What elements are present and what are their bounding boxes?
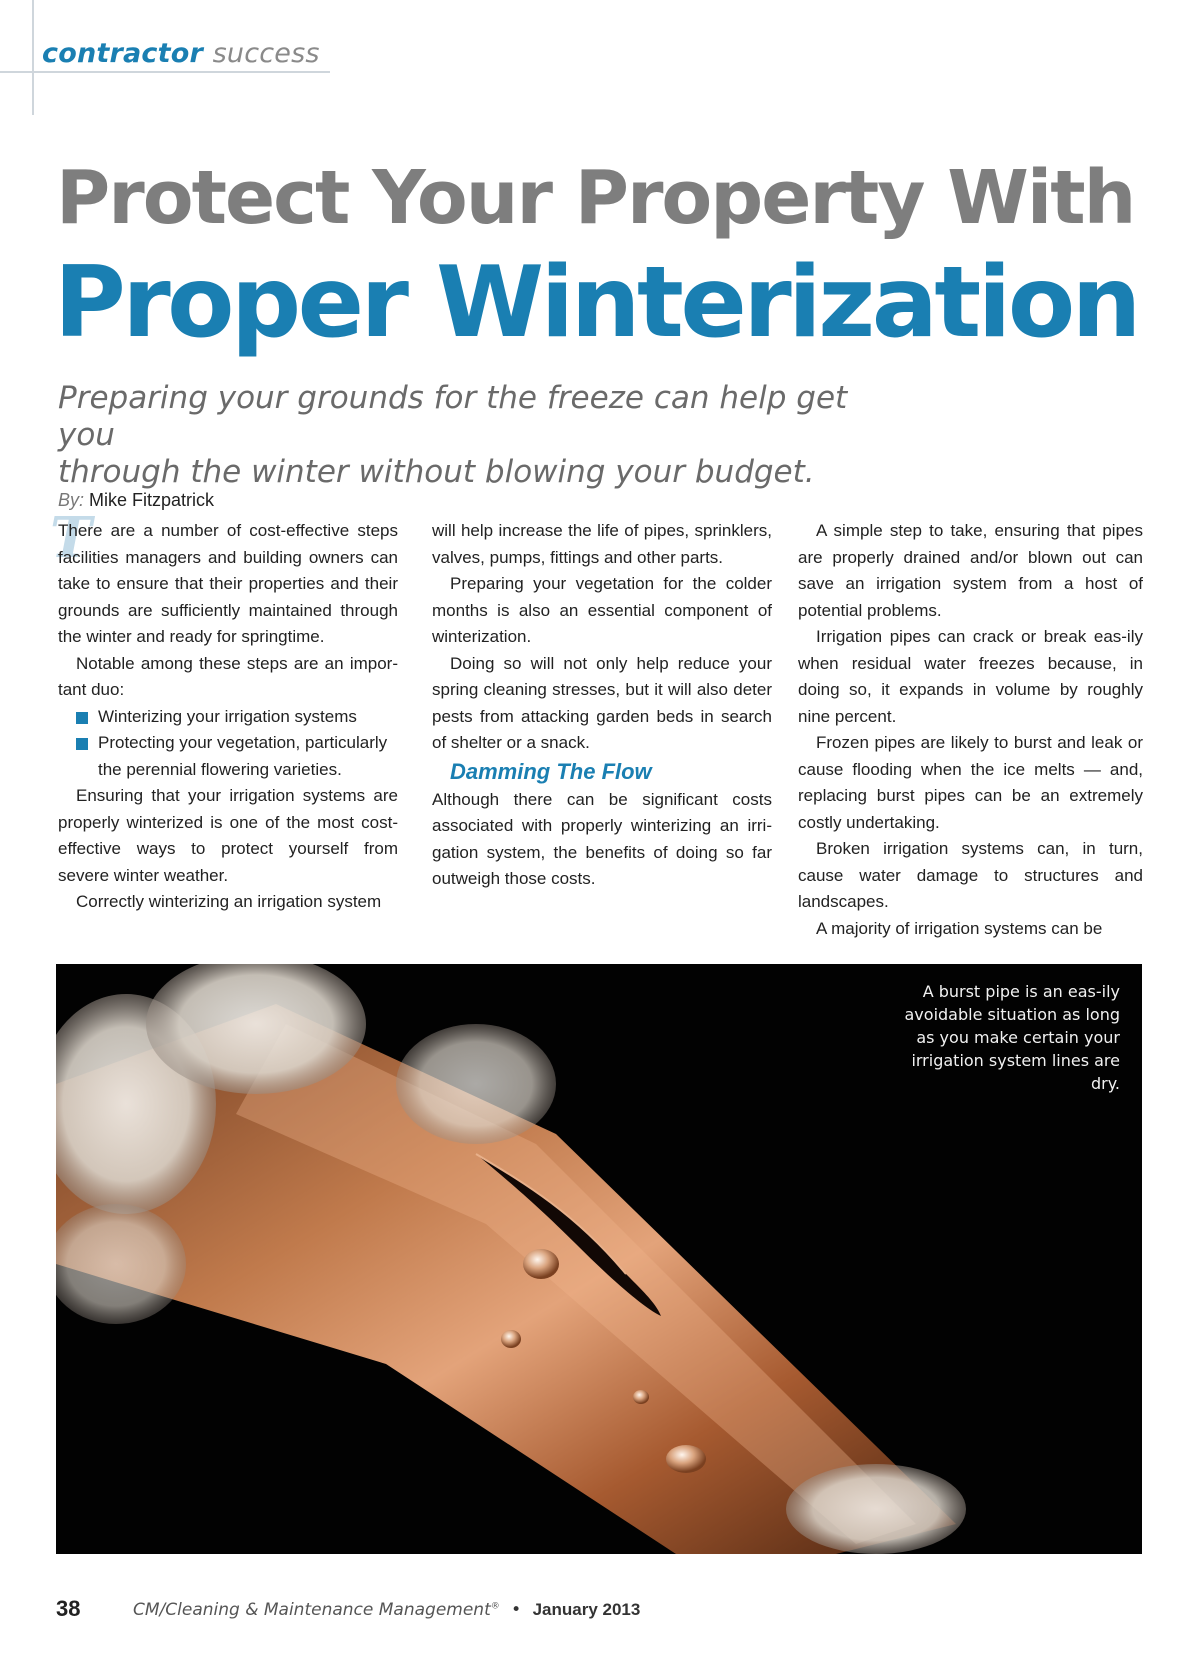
paragraph: There are a number of cost-effective steps facilities managers and building owners can take to ensure that their properties and their grounds are sufficiently maintained through the winter and ready for springtime. — [58, 521, 398, 646]
dropcap: T — [50, 505, 92, 571]
bullet-square-icon — [76, 738, 88, 750]
burst-pipe-photo — [56, 964, 1142, 1554]
publication-name: CM/Cleaning & Maintenance Management — [133, 1600, 491, 1620]
paragraph: Frozen pipes are likely to burst and leak or cause flooding when the ice melts — and, replacing burst pipes can be an extremely costly undertaking. — [798, 733, 1143, 832]
section-tag — [42, 38, 320, 69]
bullet-square-icon — [76, 712, 88, 724]
column-3 — [798, 518, 1143, 942]
deck-line1: Preparing your grounds for the freeze can help get you — [58, 380, 848, 453]
corner-rule-vertical — [32, 0, 34, 115]
corner-rule-horizontal — [0, 71, 330, 73]
registered-mark: ® — [490, 1601, 500, 1612]
subhead: Damming The Flow — [450, 758, 652, 784]
paragraph: A majority of irrigation systems can be — [816, 918, 1103, 938]
paragraph: Doing so will not only help reduce your spring cleaning stresses, but it will also deter pests from attacking garden beds in search of shelter or a snack. — [432, 653, 772, 752]
column-2 — [432, 518, 772, 893]
byline-author: Mike Fitzpatrick — [89, 490, 215, 510]
paragraph: A simple step to take, ensuring that pipes are properly drained and/or blown out can save an irrigation system from a host of potential problems. — [798, 521, 1143, 620]
paragraph: Correctly winterizing an irrigation system — [76, 892, 382, 911]
deck — [58, 380, 878, 491]
paragraph: Notable among these steps are an impor-tant duo: — [58, 653, 398, 699]
separator-bullet: • — [511, 1600, 522, 1620]
bullet-item — [58, 704, 398, 731]
bullet-text: Winterizing your irrigation systems — [98, 706, 357, 726]
page-number: 38 — [56, 1596, 81, 1621]
photo-caption: A burst pipe is an eas-ily avoidable situation as long as you make certain your irrigation system lines are dry. — [904, 982, 1120, 1093]
column-1 — [58, 518, 398, 916]
headline-line2: Proper Winterization — [54, 246, 1138, 360]
footer-publication — [133, 1600, 640, 1620]
section-tag-word2: success — [212, 38, 320, 69]
deck-line2: through the winter without blowing your budget. — [58, 454, 815, 490]
section-tag-word1: contractor — [42, 38, 203, 69]
paragraph: will help increase the life of pipes, sprinklers, valves, pumps, fittings and other parts. — [432, 521, 772, 567]
bullet-text: Protecting your vegetation, particularly the perennial flowering varieties. — [98, 733, 388, 779]
paragraph: Although there can be significant costs associated with properly winterizing an irri-gation system, the benefits of doing so far outweigh those costs. — [432, 789, 772, 888]
bullet-item — [58, 730, 398, 783]
paragraph: Preparing your vegetation for the colder months is also an essential component of winterization. — [432, 574, 772, 646]
issue-date: January 2013 — [532, 1600, 641, 1619]
paragraph: Ensuring that your irrigation systems are properly winterized is one of the most cost-effective ways to protect yourself from severe winter weather. — [58, 786, 398, 885]
paragraph: Irrigation pipes can crack or break eas-ily when residual water freezes because, in doing so, it expands in volume by roughly nine percent. — [798, 627, 1143, 726]
headline-line1: Protect Your Property With — [56, 155, 1135, 241]
byline-label: By: — [58, 490, 85, 510]
bullet-list — [58, 704, 398, 784]
paragraph: Broken irrigation systems can, in turn, cause water damage to structures and landscapes. — [798, 839, 1143, 911]
